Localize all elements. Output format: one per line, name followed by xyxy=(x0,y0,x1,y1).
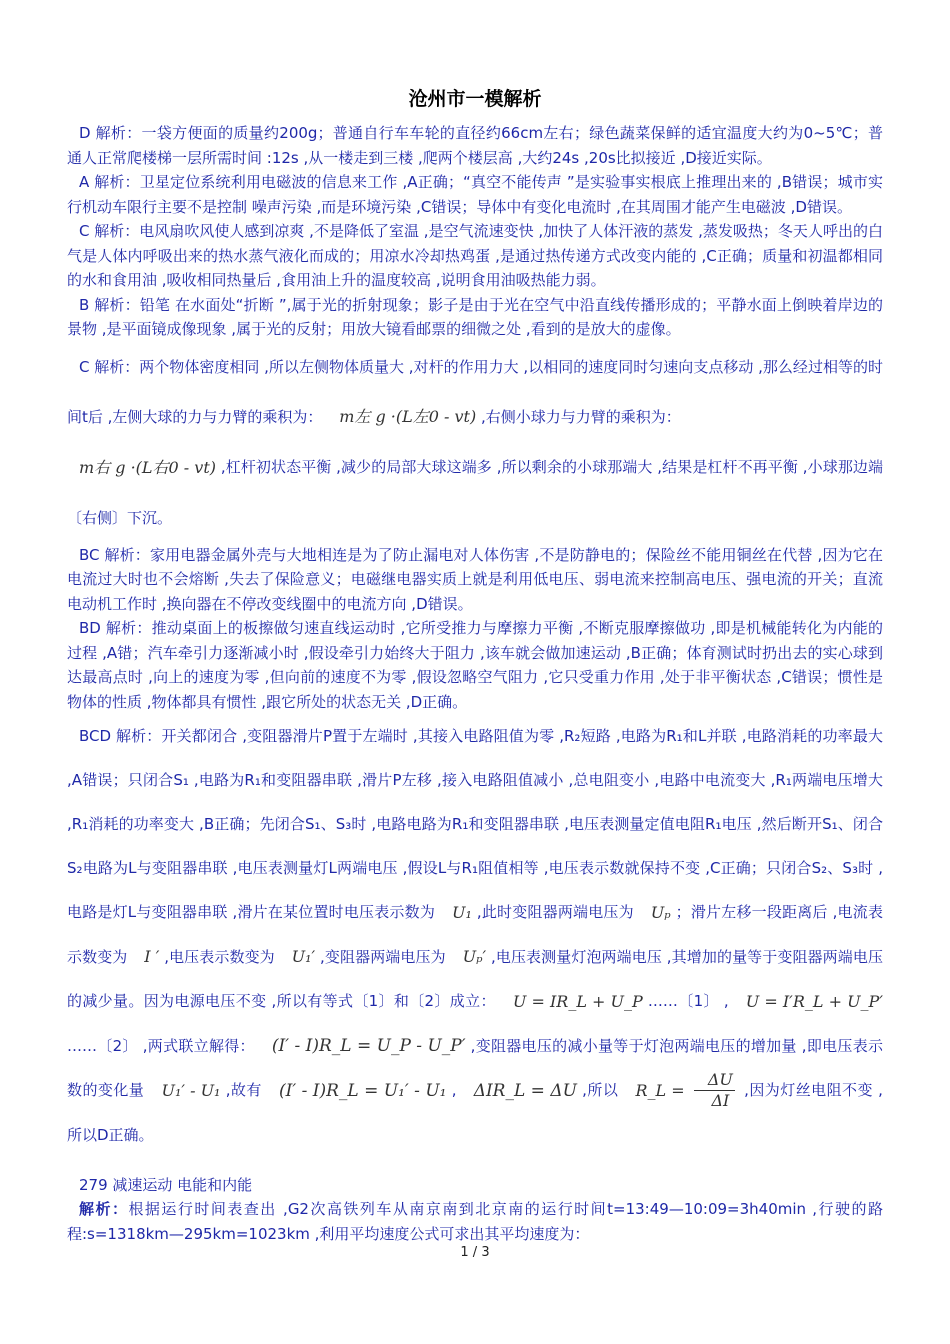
paragraph-5-text-b: ,右侧小球力与力臂的乘积为： xyxy=(481,407,681,426)
answer-paragraph-4: B 解析：铅笔 在水面处“折断 ”,属于光的折射现象；影子是由于光在空气中沿直线传播形成的；平静水面上倒映着岸边的景物 ,是平面镜成像现象 ,属于光的反射；用放大镜看邮票的细微之处 ,看到的是放大的虚像。 xyxy=(67,295,883,338)
fraction-numerator: ΔU xyxy=(694,1070,735,1091)
answer-paragraph-1: D 解析：一袋方便面的质量约200g；普通自行车车轮的直径约66cm左右；绿色蔬菜保鲜的适宜温度大约为0~5℃；普通人正常爬楼梯一层所需时间 :12s ,从一楼走到三楼 ,爬两个楼层高 ,大约24s ,20s比拟接近 ,D接近实际。 xyxy=(67,124,883,167)
equation-3: (I′ - I)R_L = U_P - U_P′ xyxy=(271,1036,466,1056)
paragraph-8-text-i: ,变阻器电压的减小量等于灯泡两端电压的增加量 ,即电压表示数的变化量 xyxy=(67,1036,883,1099)
answer-paragraph-10 xyxy=(67,1197,883,1246)
formula-u1-prime: U₁′ xyxy=(291,947,316,966)
paragraph-8-text-d: ,电压表示数变为 xyxy=(164,947,275,966)
answer-paragraph-8 xyxy=(67,714,883,1157)
equation-1: U = IR_L + U_P xyxy=(512,991,643,1011)
paragraph-5-text-a: C 解析：两个物体密度相同 ,所以左侧物体质量大 ,对杆的作用力大 ,以相同的速度同时匀速向支点移动 ,那么经过相等的时间t后 ,左侧大球的力与力臂的乘积为： xyxy=(67,357,883,426)
paragraph-8-text-j: ,故有 xyxy=(225,1081,262,1099)
answer-paragraph-6: BC 解析：家用电器金属外壳与大地相连是为了防止漏电对人体伤害 ,不是防静电的；保险丝不能用铜丝在代替 ,因为它在电流过大时也不会熔断 ,失去了保险意义；电磁继电器实质上就是利用低电压、弱电流来控制高电压、强电流的开关；直流电动机工作时 ,换向器在不停改变线圈中的电流方向 ,D错误。 xyxy=(67,545,883,613)
formula-i-prime: I ′ xyxy=(144,947,160,966)
equation-7-lhs: R_L = xyxy=(635,1080,685,1100)
equation-6: ΔIR_L = ΔU xyxy=(473,1080,577,1101)
answer-paragraph-5 xyxy=(67,342,883,543)
equation-5: (I′ - I)R_L = U₁′ - U₁ xyxy=(279,1080,447,1101)
answer-paragraph-7: BD 解析：推动桌面上的板擦做匀速直线运动时 ,它所受推力与摩擦力平衡 ,不断克服摩擦做功 ,即是机械能转化为内能的过程 ,A错；汽车牵引力逐渐减小时 ,假设牵引力始终大于阻力 ,该车就会做加速运动 ,B正确；体育测试时扔出去的实心球到达最高点时 ,向上的速度为零 ,但向前的速度不为零 ,假设忽略空气阻力 ,它只受重力作用 ,处于非平衡状态 ,C错误；惯性是物体的性质 ,物体都具有惯性 ,跟它所处的状态无关 ,D正确。 xyxy=(67,619,883,711)
analysis-label: 解析： xyxy=(79,1200,129,1218)
equation-4: U₁′ - U₁ xyxy=(161,1080,221,1100)
answer-paragraph-3: C 解析：电风扇吹风使人感到凉爽 ,不是降低了室温 ,是空气流速变快 ,加快了人体汗液的蒸发 ,蒸发吸热；冬天人呼出的白气是人体内呼吸出来的热水蒸气液化而成的；用凉水冷却热鸡蛋 ,是通过热传递方式改变内能的 ,C正确；质量和初温都相同的水和食用油 ,吸收相同热量后 ,食用油上升的温度较高 ,说明食用油吸热能力弱。 xyxy=(67,222,883,289)
paragraph-5-text-c: ,杠杆初状态平衡 ,减少的局部大球这端多 ,所以剩余的小球那端大 ,结果是杠杆不再平衡 ,小球那边端〔右侧〕下沉。 xyxy=(67,458,883,527)
equation-7-fraction xyxy=(694,1070,735,1111)
formula-right-moment: m右 g ·(L右0 - vt) xyxy=(79,457,217,477)
answer-paragraph-2: A 解析：卫星定位系统利用电磁波的信息来工作 ,A正确；“真空不能传声 ”是实验事实根底上推理出来的 ,B错误；城市实行机动车限行主要不是控制 噪声污染 ,而是环境污染 ,C错误；导体中有变化电流时 ,在其周围才能产生电磁波 ,D错误。 xyxy=(67,173,883,216)
paragraph-8-text-e: ,变阻器两端电压为 xyxy=(320,947,446,966)
fraction-denominator: ΔI xyxy=(711,1091,730,1110)
paragraph-8-text-b: ,此时变阻器两端电压为 xyxy=(476,903,634,921)
section-heading-279: 279 减速运动 电能和内能 xyxy=(79,1175,253,1194)
formula-up: Uₚ xyxy=(650,902,671,922)
paragraph-8-text-m: ,因为灯丝电阻不变 ,所以D正确。 xyxy=(67,1081,883,1144)
equation-2: U = I′R_L + U_P′ xyxy=(745,991,883,1011)
paragraph-8-text-l: ,所以 xyxy=(582,1081,619,1099)
paragraph-8-text-a: BCD 解析：开关都闭合 ,变阻器滑片P置于左端时 ,其接入电路阻值为零 ,R₂短路 ,电路为R₁和L并联 ,电路消耗的功率最大 ,A错误；只闭合S₁ ,电路为R₁和变阻器串联 ,滑片P左移 ,接入电路阻值减小 ,总电阻变小 ,电路中电流变大 ,R₁两端电压增大 ,R₁消耗的功率变大 ,B正确；先闭合S₁、S₃时 ,电路电路为R₁和变阻器串联 ,电压表测量定值电阻R₁电压 ,然后断开S₁、闭合S₂电路为L与变阻器串联 ,电压表测量灯L两端电压 ,假设L与R₁阻值相等 ,电压表示数就保持不变 ,C正确；只闭合S₂、S₃时 ,电路是灯L与变阻器串联 ,滑片在某位置时电压表示数为 xyxy=(67,727,883,921)
answer-content xyxy=(67,121,883,1246)
paragraph-8-text-c: ；滑片左移一段距离后 ,电流表示数变为 xyxy=(67,903,883,966)
formula-u1: U₁ xyxy=(452,902,472,922)
page-title: 沧州市一模解析 xyxy=(408,88,542,110)
paragraph-10-text: 根据运行时间表查出 ,G2次高铁列车从南京南到北京南的运行时间t=13:49—10:09=3h40min ,行驶的路程:s=1318km—295km=1023km ,利用平均速度公式可求出其平均速度为： xyxy=(67,1200,883,1243)
paragraph-8-text-g: ……〔1〕 , xyxy=(647,992,729,1010)
page-number: 1 / 3 xyxy=(460,1245,490,1260)
formula-left-moment: m左 g ·(L左0 - vt) xyxy=(339,407,477,426)
formula-up-prime: Uₚ′ xyxy=(462,947,487,966)
paragraph-8-text-f: ,电压表测量灯泡两端电压 ,其增加的量等于变阻器两端电压的减少量。因为电源电压不变 ,所以有等式〔1〕和〔2〕成立： xyxy=(67,947,883,1010)
paragraph-8-text-k: , xyxy=(451,1081,457,1099)
paragraph-8-text-h: ……〔2〕 ,两式联立解得： xyxy=(67,1036,255,1055)
